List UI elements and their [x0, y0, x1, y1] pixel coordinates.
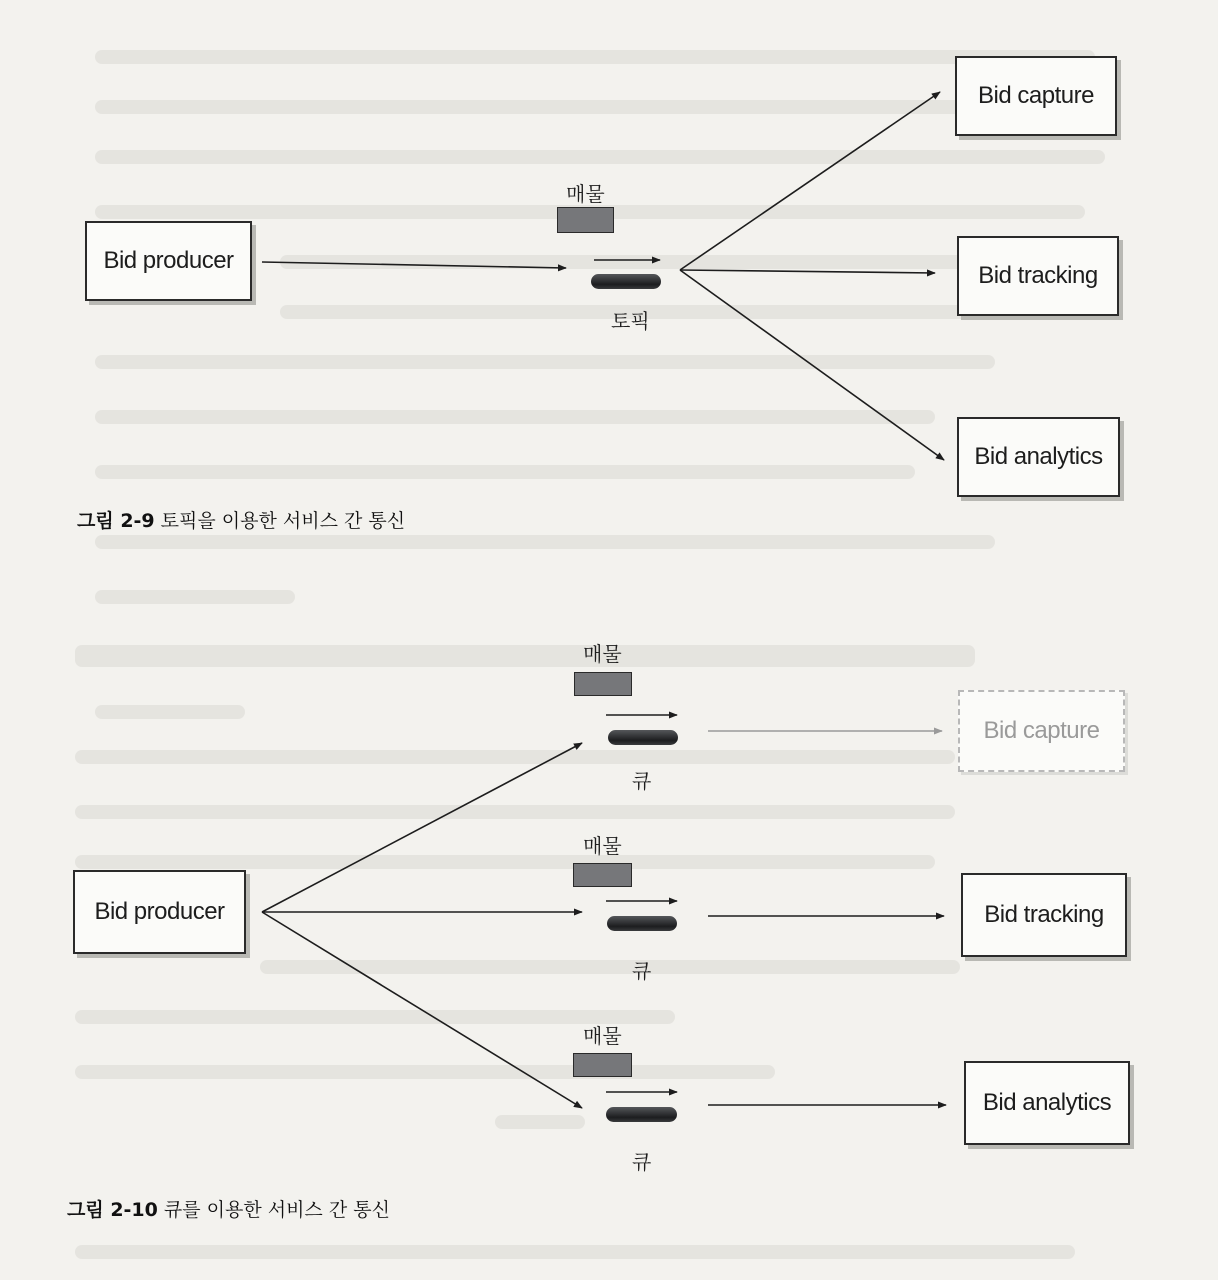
- queue-pipe: [608, 730, 678, 745]
- queue-label: 큐: [632, 1150, 652, 1174]
- tracking-box: [957, 236, 1119, 316]
- topic-to-analytics-arrow: [680, 270, 944, 460]
- message-label: 매물: [583, 642, 622, 666]
- producer-to-queue1-arrow: [262, 743, 582, 912]
- caption-text: 큐를 이용한 서비스 간 통신: [163, 1199, 390, 1221]
- message-block: [557, 207, 614, 233]
- topic-label: 토픽: [611, 309, 650, 333]
- analytics-box: [957, 417, 1120, 497]
- capture-label: Bid capture: [978, 82, 1094, 109]
- producer-to-queue3-arrow: [262, 912, 582, 1108]
- caption-number: 그림 2-9: [77, 510, 155, 532]
- producer-label: Bid producer: [103, 247, 234, 274]
- queue-pipe: [606, 1107, 677, 1122]
- producer-box: [85, 221, 252, 301]
- producer-to-topic-arrow: [262, 262, 566, 268]
- message-block: [574, 672, 632, 696]
- caption-text: 토픽을 이용한 서비스 간 통신: [160, 510, 406, 532]
- tracking-label: Bid tracking: [984, 901, 1104, 928]
- message-block: [573, 863, 632, 887]
- queue-label: 큐: [632, 769, 652, 793]
- analytics-label: Bid analytics: [974, 443, 1103, 470]
- queue-label: 큐: [632, 959, 652, 983]
- caption-number: 그림 2-10: [67, 1199, 158, 1221]
- figure-caption: [77, 506, 405, 533]
- tracking-label: Bid tracking: [978, 262, 1098, 289]
- message-label: 매물: [566, 182, 605, 206]
- tracking-box: [961, 873, 1127, 957]
- topic-to-tracking-arrow: [680, 270, 935, 273]
- producer-box: [73, 870, 246, 954]
- message-label: 매물: [583, 834, 622, 858]
- capture-box: [958, 690, 1125, 772]
- topic-pipe: [591, 274, 661, 289]
- analytics-label: Bid analytics: [982, 1089, 1112, 1116]
- analytics-box: [964, 1061, 1130, 1145]
- queue-pipe: [607, 916, 677, 931]
- capture-box: [955, 56, 1117, 136]
- producer-label: Bid producer: [94, 898, 225, 925]
- capture-label: Bid capture: [983, 717, 1100, 744]
- message-label: 매물: [583, 1024, 622, 1048]
- topic-to-capture-arrow: [680, 92, 940, 270]
- figure-caption: [67, 1195, 390, 1222]
- message-block: [573, 1053, 632, 1077]
